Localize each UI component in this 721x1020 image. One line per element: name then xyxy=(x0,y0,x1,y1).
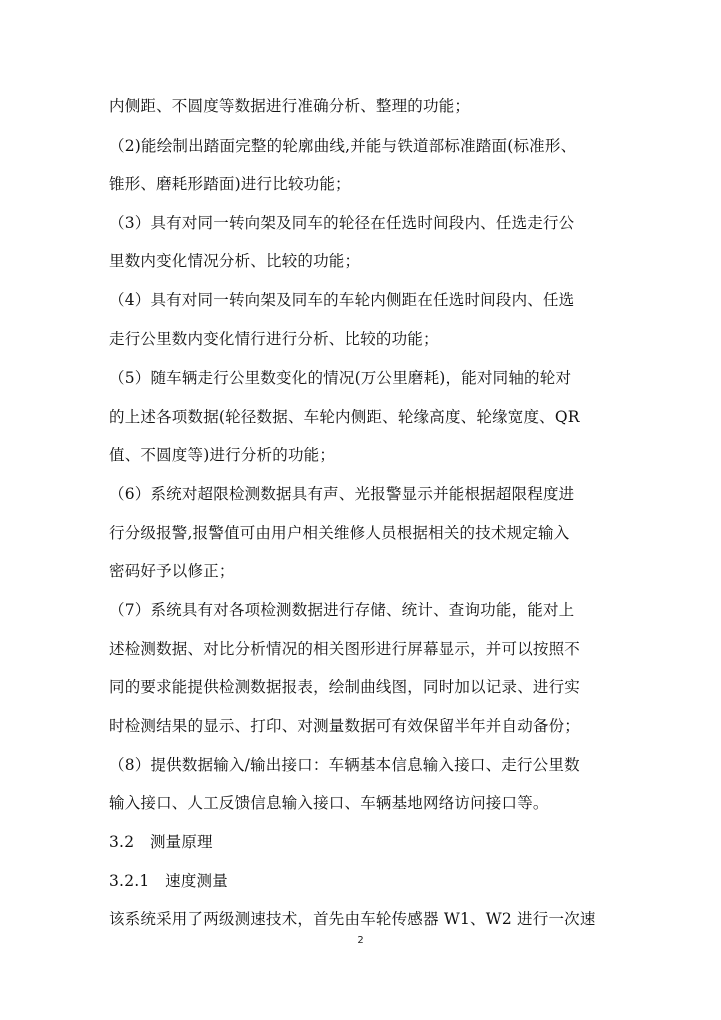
text-line-2: （2)能绘制出踏面完整的轮廓曲线,并能与铁道部标准踏面(标准形、 xyxy=(109,137,577,155)
text-line-14: （7）系统具有对各项检测数据进行存储、统计、查询功能，能对上 xyxy=(109,601,575,619)
text-line-22: 该系统采用了两级测速技术，首先由车轮传感器 W1、W2 进行一次速 xyxy=(109,910,596,928)
text-line-12: 行分级报警,报警值可由用户相关维修人员根据相关的技术规定输入 xyxy=(109,524,570,542)
text-line-11: （6）系统对超限检测数据具有声、光报警显示并能根据超限程度进 xyxy=(109,485,575,503)
text-line-4: （3）具有对同一转向架及同车的轮径在任选时间段内、任选走行公 xyxy=(109,214,575,232)
text-line-1: 内侧距、不圆度等数据进行准确分析、整理的功能； xyxy=(109,97,471,115)
text-line-19: 输入接口、人工反馈信息输入接口、车辆基地网络访问接口等。 xyxy=(109,794,549,812)
text-line-13: 密码好予以修正； xyxy=(109,562,235,580)
text-line-15: 述检测数据、对比分析情况的相关图形进行屏幕显示，并可以按照不 xyxy=(109,640,581,658)
text-line-10: 值、不圆度等)进行分析的功能； xyxy=(109,446,336,464)
text-line-18: （8）提供数据输入/输出接口：车辆基本信息输入接口、走行公里数 xyxy=(109,756,580,774)
text-line-9: 的上述各项数据(轮径数据、车轮内侧距、轮缘高度、轮缘宽度、QR xyxy=(109,408,580,426)
section-heading-3-2-1: 3.2.1 速度测量 xyxy=(109,872,228,890)
section-heading-3-2: 3.2 测量原理 xyxy=(109,833,213,851)
text-line-17: 时检测结果的显示、打印、对测量数据可有效保留半年并自动备份； xyxy=(109,717,581,735)
text-line-16: 同的要求能提供检测数据报表，绘制曲线图，同时加以记录、进行实 xyxy=(109,678,581,696)
page-number: 2 xyxy=(357,935,364,946)
text-line-7: 走行公里数内变化情行进行分析、比较的功能； xyxy=(109,330,439,348)
text-line-8: （5）随车辆走行公里数变化的情况(万公里磨耗)，能对同轴的轮对 xyxy=(109,369,572,387)
text-line-6: （4）具有对同一转向架及同车的车轮内侧距在任选时间段内、任选 xyxy=(109,291,575,309)
text-line-3: 锥形、磨耗形踏面)进行比较功能； xyxy=(109,175,351,193)
text-line-5: 里数内变化情况分析、比较的功能； xyxy=(109,252,361,270)
